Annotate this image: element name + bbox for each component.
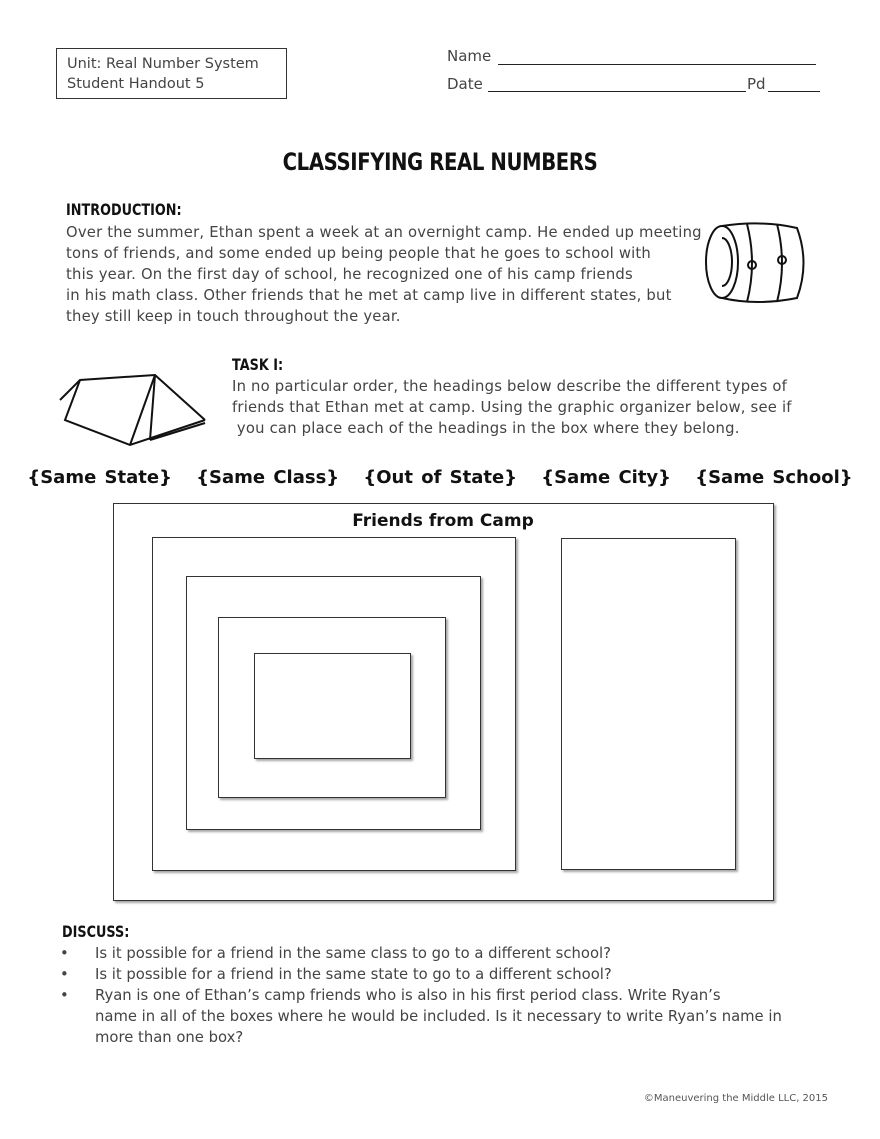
heading-option: {Same Class} xyxy=(196,467,340,488)
copyright: ©Maneuvering the Middle LLC, 2015 xyxy=(643,1093,828,1104)
date-field[interactable] xyxy=(488,91,746,92)
intro-line: in his math class. Other friends that he met at camp live in different states, but xyxy=(66,287,672,304)
handout-label: Student Handout 5 xyxy=(67,76,205,92)
period-field[interactable] xyxy=(768,91,820,92)
introduction-heading: INTRODUCTION: xyxy=(66,200,182,219)
intro-line: this year. On the first day of school, he recognized one of his camp friends xyxy=(66,266,633,283)
heading-options xyxy=(0,467,880,488)
heading-option: {Out of State} xyxy=(363,467,518,488)
sleeping-bag-icon xyxy=(702,218,812,308)
unit-info-box xyxy=(56,48,287,99)
name-label: Name xyxy=(447,47,492,65)
date-label: Date xyxy=(447,75,483,93)
task-line: friends that Ethan met at camp. Using the graphic organizer below, see if xyxy=(232,399,792,416)
intro-line: they still keep in touch throughout the year. xyxy=(66,308,401,325)
discuss-text: more than one box? xyxy=(95,1029,244,1046)
introduction-text xyxy=(66,222,726,327)
name-field[interactable] xyxy=(498,64,816,65)
heading-option: {Same State} xyxy=(27,467,172,488)
heading-option: {Same School} xyxy=(695,467,853,488)
bullet-icon: • xyxy=(60,966,69,983)
discuss-text: Ryan is one of Ethan’s camp friends who is also in his first period class. Write Ryan’s xyxy=(95,987,721,1004)
organizer-title: Friends from Camp xyxy=(352,511,534,531)
discuss-text: name in all of the boxes where he would be included. Is it necessary to write Ryan’s name in xyxy=(95,1008,782,1025)
task-line: you can place each of the headings in the box where they belong. xyxy=(232,420,740,437)
discuss-text: Is it possible for a friend in the same state to go to a different school? xyxy=(95,966,612,983)
unit-label: Unit: Real Number System xyxy=(67,56,259,72)
task-line: In no particular order, the headings below describe the different types of xyxy=(232,378,788,395)
discuss-heading: DISCUSS: xyxy=(62,922,130,941)
bullet-icon: • xyxy=(60,945,69,962)
page-title: CLASSIFYING REAL NUMBERS xyxy=(282,148,598,176)
intro-line: Over the summer, Ethan spent a week at an overnight camp. He ended up meeting xyxy=(66,224,702,241)
intro-line: tons of friends, and some ended up being people that he goes to school with xyxy=(66,245,652,262)
discuss-text: Is it possible for a friend in the same class to go to a different school? xyxy=(95,945,611,962)
bullet-icon: • xyxy=(60,987,69,1004)
task-text xyxy=(232,376,832,439)
task-heading: TASK I: xyxy=(232,355,284,374)
tent-icon xyxy=(55,365,215,450)
organizer-box-separate[interactable] xyxy=(561,538,736,870)
organizer-box-level-4[interactable] xyxy=(254,653,411,759)
heading-option: {Same City} xyxy=(541,467,671,488)
pd-label: Pd xyxy=(747,75,766,93)
